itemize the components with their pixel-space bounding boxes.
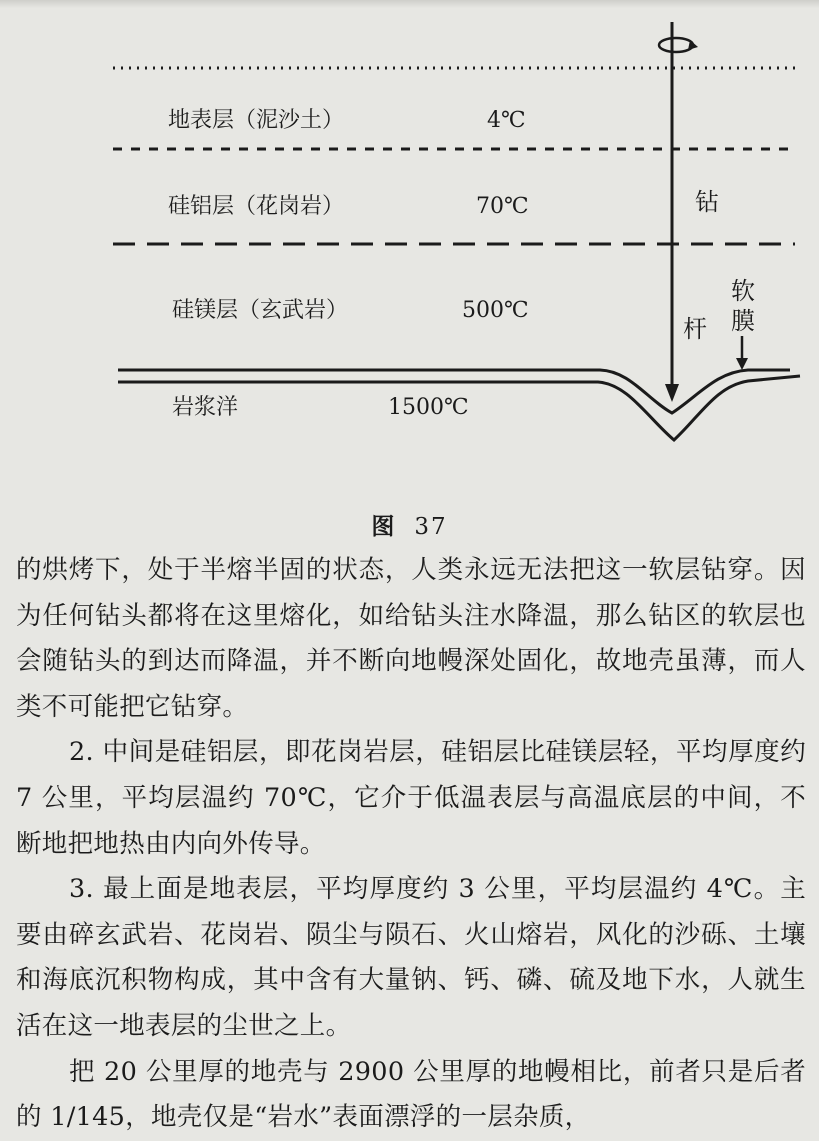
- paragraph-granite-layer: 2. 中间是硅铝层，即花岗岩层，硅铝层比硅镁层轻，平均厚度约 7 公里，平均层温约 70℃，它介于低温表层与高温底层的中间，不断地把地热由内向外传导。: [16, 737, 806, 859]
- paragraph-surface-layer: 3. 最上面是地表层，平均厚度约 3 公里，平均层温约 4℃。主要由碎玄武岩、花岗岩、陨尘与陨石、火山熔岩，风化的沙砾、土壤和海底沉积物构成，其中含有大量钠、钙、磷、硫及地下水，人就生活在这一地表层的尘世之上。: [16, 874, 806, 1041]
- drill-label-top: 钻: [695, 188, 719, 216]
- drill-label-bottom: 杆: [683, 315, 707, 343]
- caption-prefix: 图: [371, 514, 397, 540]
- layer-temp-granite: 70℃: [476, 194, 529, 219]
- layer-temp-basalt: 500℃: [462, 298, 529, 323]
- paragraph-crust-comparison: 把 20 公里厚的地壳与 2900 公里厚的地幔相比，前者只是后者的 1/145，地壳仅是“岩水”表面漂浮的一层杂质，: [16, 1056, 806, 1133]
- drill-rotation-arrow-icon: [659, 38, 693, 52]
- layer-label-granite: 硅铝层（花岗岩）: [168, 194, 345, 219]
- soft-layer-label-2: 膜: [731, 307, 755, 335]
- soft-layer-label-1: 软: [731, 277, 755, 305]
- layer-temp-surface: 4℃: [487, 108, 526, 133]
- layer-label-magma: 岩浆洋: [172, 395, 239, 420]
- figure-caption: [0, 508, 819, 541]
- drill-tip-icon: [665, 384, 679, 402]
- layer-label-surface: 地表层（泥沙土）: [168, 108, 345, 133]
- body-text: [16, 548, 806, 1141]
- paragraph-soft-layer: 的烘烤下，处于半熔半固的状态，人类永远无法把这一软层钻穿。因为任何钻头都将在这里熔化，如给钻头注水降温，那么钻区的软层也会随钻头的到达而降温，并不断向地幔深处固化，故地壳虽薄，而人类不可能把它钻穿。: [16, 555, 806, 722]
- layer-temp-magma: 1500℃: [388, 395, 469, 420]
- earth-crust-diagram: [0, 0, 819, 540]
- soft-layer-arrowhead-icon: [736, 358, 748, 370]
- layer-label-basalt: 硅镁层（玄武岩）: [172, 298, 349, 323]
- caption-number: 37: [414, 514, 448, 540]
